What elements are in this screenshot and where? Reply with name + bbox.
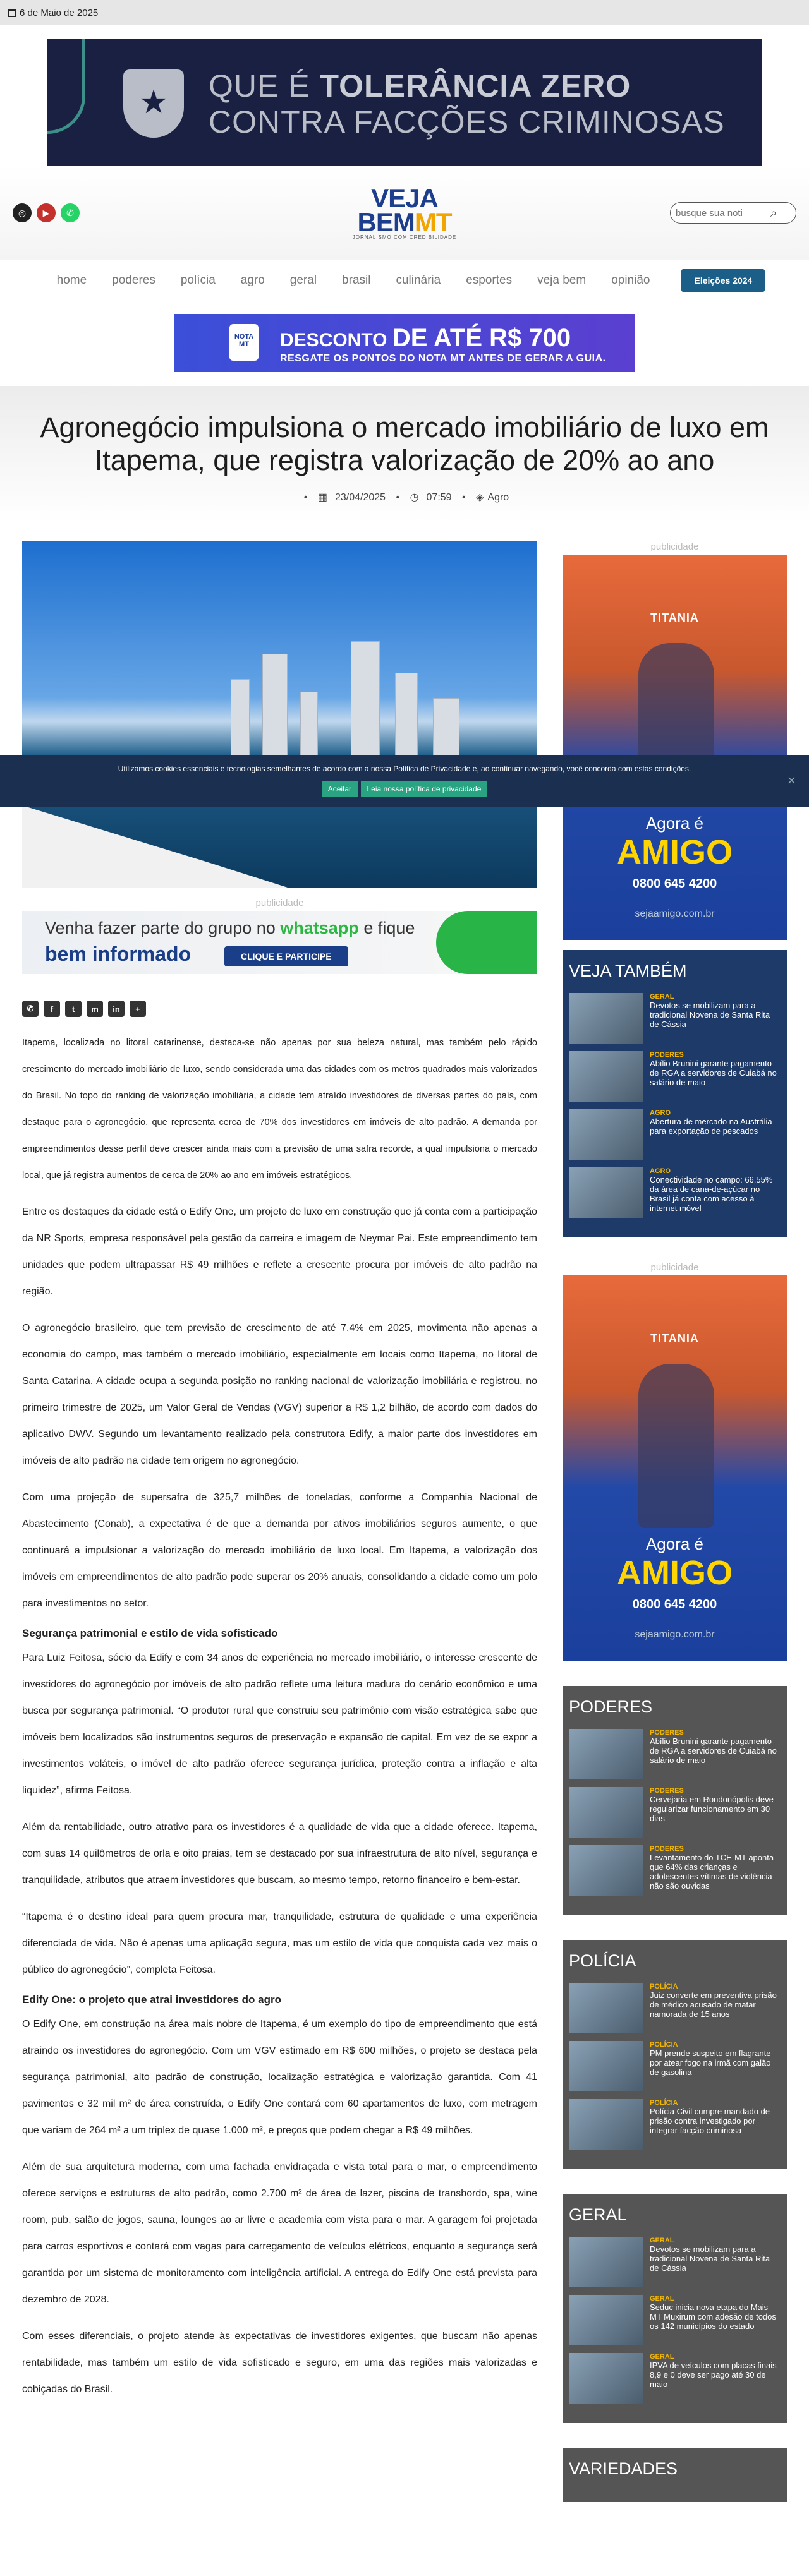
item-category: AGRO	[650, 1109, 671, 1117]
item-category: GERAL	[650, 2353, 674, 2361]
logo-tagline: JORNALISMO COM CREDIBILIDADE	[352, 234, 457, 240]
thumbnail	[569, 1167, 643, 1218]
article-paragraph: Com esses diferenciais, o projeto atende às expectativas de investidores exigentes, que buscam não apenas rentabilidade, mas também um estilo de vida sofisticado e seguro, em uma das regiões mais valorizadas e cobiçadas do Brasil.	[22, 2331, 537, 2395]
nav-geral[interactable]: geral	[289, 274, 317, 287]
ad-brand: TITANIA	[650, 1332, 699, 1345]
nav-policia[interactable]: polícia	[180, 274, 216, 287]
item-category: POLÍCIA	[650, 2099, 678, 2107]
widget-policia	[563, 1940, 787, 2169]
list-item[interactable]	[569, 1845, 781, 1896]
thumbnail	[569, 1787, 643, 1838]
site-logo[interactable]	[322, 183, 487, 240]
thumbnail	[569, 1109, 643, 1160]
item-title[interactable]: Devotos se mobilizam para a tradicional Novena de Santa Rita de Cássia	[650, 1001, 770, 1029]
widget-veja-tambem	[563, 950, 787, 1237]
widget-variedades	[563, 2448, 787, 2502]
nav-esportes[interactable]: esportes	[466, 274, 513, 287]
whatsapp-group-banner[interactable]	[22, 911, 537, 974]
article-paragraph: “Itapema é o destino ideal para quem procura mar, tranquilidade, estrutura de qualidade e uma experiência diferenciada de vida. Não é apenas uma aplicação segura, mas um estilo de vida que conquista cada vez mais o público do agronegócio”, completa Feitosa.	[22, 1911, 537, 1975]
cookie-accept-button[interactable]: Aceitar	[322, 781, 358, 797]
close-icon[interactable]: ✕	[786, 774, 796, 787]
facebook-share-icon[interactable]: f	[44, 1001, 60, 1017]
current-date: 6 de Maio de 2025	[20, 7, 99, 18]
share-buttons	[22, 1001, 537, 1017]
item-category: GERAL	[650, 2237, 674, 2244]
main-content	[0, 522, 809, 2527]
thumbnail	[569, 2353, 643, 2404]
item-category: PODERES	[650, 1845, 684, 1853]
widget-title: POLÍCIA	[569, 1951, 781, 1975]
nav-culinaria[interactable]: culinária	[396, 274, 441, 287]
thumbnail	[569, 2099, 643, 2150]
wa-cta-button[interactable]: CLIQUE E PARTICIPE	[224, 946, 348, 966]
widget-title: PODERES	[569, 1697, 781, 1721]
thumbnail	[569, 2295, 643, 2345]
widget-title: GERAL	[569, 2205, 781, 2229]
wa-line2: bem informado	[45, 942, 192, 965]
cookie-policy-button[interactable]: Leia nossa política de privacidade	[361, 781, 488, 797]
ad-agora: Agora é	[645, 1534, 704, 1553]
banner-decor	[47, 39, 85, 134]
ad-people	[638, 1364, 714, 1528]
article-subheading: Segurança patrimonial e estilo de vida sofisticado	[22, 1627, 278, 1639]
thumbnail	[569, 1983, 643, 2033]
banner-line1: QUE É TOLERÂNCIA ZERO	[209, 68, 631, 104]
item-title[interactable]: Cervejaria em Rondonópolis deve regularizar funcionamento em 30 dias	[650, 1795, 774, 1823]
item-title[interactable]: PM prende suspeito em flagrante por atear fogo na irmã com galão de gasolina	[650, 2049, 771, 2077]
logo-text-top: VEJA	[371, 183, 438, 213]
list-item[interactable]	[569, 2295, 781, 2345]
widget-title: VARIEDADES	[569, 2459, 781, 2483]
whatsapp-logo-icon	[436, 911, 537, 974]
article-date: 23/04/2025	[334, 492, 386, 503]
list-item[interactable]	[569, 2041, 781, 2091]
logo-text-bottom: BEMMT	[357, 207, 452, 237]
ad-site: sejaamigo.com.br	[635, 908, 715, 919]
ad-label: publicidade	[255, 898, 304, 908]
list-item[interactable]	[569, 993, 781, 1044]
meta-bullet: •	[396, 492, 400, 503]
article-meta	[0, 491, 809, 503]
article-paragraph: Além da rentabilidade, outro atrativo para os investidores é a qualidade de vida que a cidade oferece. Itapema, com suas 14 quilômetros de orla e oito praias, tem se destacado por sua infraestrutura de alto nível, segurança e tranquilidade, atributos que atraem investidores que buscam, ao mesmo tempo, retorno financeiro e bem-estar.	[22, 1822, 537, 1886]
thumbnail	[569, 2237, 643, 2287]
item-title[interactable]: Seduc inicia nova etapa do Mais MT Muxirum com adesão de todos os 142 municípios do estado	[650, 2302, 776, 2331]
list-item[interactable]	[569, 1051, 781, 1102]
list-item[interactable]	[569, 2237, 781, 2287]
wa-line1: Venha fazer parte do grupo no whatsapp e fique	[45, 918, 415, 937]
ad-label: publicidade	[650, 541, 699, 552]
article-paragraph: Além de sua arquitetura moderna, com uma fachada envidraçada e vista total para o mar, o empreendimento oferece serviços e estruturas de alto padrão, como 2.700 m² de área de lazer, piscina de transbordo, spa, wine room, pub, salão de jogos, sauna, lounges ao ar livre e academia com vista para o mar. A garagem foi projetada para carros esportivos e contará com vagas para carregamento de veículos elétricos, enquanto a segurança será garantida por um sistema de monitoramento com inteligência artificial. A entrega do Edify One está prevista para dezembro de 2028.	[22, 2162, 537, 2305]
nota-mt-banner-ad[interactable]	[174, 314, 635, 372]
social-links	[13, 203, 139, 222]
item-title[interactable]: IPVA de veículos com placas finais 8,9 e 0 deve ser pago até 30 de maio	[650, 2361, 777, 2389]
elections-button[interactable]: Eleições 2024	[681, 269, 765, 292]
thumbnail	[569, 1051, 643, 1102]
search-icon[interactable]: ⌕	[770, 206, 777, 219]
list-item[interactable]	[569, 2353, 781, 2404]
nota-banner-line1: DESCONTO DE ATÉ R$ 700	[280, 324, 571, 352]
twitter-share-icon[interactable]: t	[65, 1001, 82, 1017]
widget-geral	[563, 2194, 787, 2423]
widget-title: VEJA TAMBÉM	[569, 961, 781, 985]
whatsapp-share-icon[interactable]: ✆	[22, 1001, 39, 1017]
item-category: AGRO	[650, 1167, 671, 1175]
meta-bullet: •	[462, 492, 466, 503]
building	[262, 654, 288, 767]
item-category: PODERES	[650, 1729, 684, 1736]
list-item[interactable]	[569, 1109, 781, 1160]
clock-icon: ◷	[410, 492, 419, 503]
cookie-banner	[0, 755, 809, 807]
item-category: PODERES	[650, 1051, 684, 1059]
ad-phone: 0800 645 4200	[632, 877, 717, 891]
item-title[interactable]: Juiz converte em preventiva prisão de médico acusado de matar namorada de 15 anos	[650, 1990, 777, 2019]
sidebar	[563, 541, 787, 2527]
widget-poderes	[563, 1686, 787, 1915]
instagram-icon[interactable]: ◎	[13, 203, 32, 222]
item-title[interactable]: Devotos se mobilizam para a tradicional Novena de Santa Rita de Cássia	[650, 2244, 770, 2273]
article-paragraph: Entre os destaques da cidade está o Edify One, um projeto de luxo em construção que já conta com a participação da NR Sports, empresa responsável pela gestão da carreira e imagem de Neymar Pai. Este empreendimento tem unidades que podem ultrapassar R$ 49 milhões e reflete a crescente procura por imóveis de alto padrão na região.	[22, 1207, 537, 1297]
sidebar-ad[interactable]	[563, 1275, 787, 1661]
nota-mt-icon: NOTA MT	[229, 324, 259, 361]
ad-amigo: AMIGO	[617, 833, 733, 871]
building	[395, 673, 418, 767]
top-banner-ad[interactable]	[47, 39, 762, 166]
ad-label: publicidade	[650, 1262, 699, 1273]
article-time: 07:59	[426, 492, 452, 503]
nav-poderes[interactable]: poderes	[112, 274, 155, 287]
article-category[interactable]: Agro	[487, 492, 509, 503]
ad-brand: TITANIA	[650, 611, 699, 624]
sidebar-ad[interactable]	[563, 555, 787, 940]
site-header	[0, 166, 809, 260]
calendar-icon: ▦	[317, 492, 327, 503]
tag-icon: ◈	[476, 492, 484, 503]
thumbnail	[569, 993, 643, 1044]
item-category: GERAL	[650, 2295, 674, 2302]
list-item[interactable]	[569, 1983, 781, 2033]
linkedin-share-icon[interactable]: in	[108, 1001, 125, 1017]
calendar-icon	[8, 9, 16, 17]
search-box	[670, 202, 796, 224]
article-paragraph: O agronegócio brasileiro, que tem previsão de crescimento de até 7,4% em 2025, movimenta não apenas a economia do campo, mas também o mercado imobiliário, especialmente em locais como Itapema, no litoral de Santa Catarina. A cidade ocupa a segunda posição no ranking nacional de valorização imobiliária e registrou, no primeiro trimestre de 2025, um Valor Geral de Vendas (VGV) superior a R$ 1,2 bilhão, de acordo com dados do aplicativo DWV. Segundo um levantamento realizado pela construtora Edify, a maior parte dos investidores em imóveis de alto padrão na cidade tem origem no agronegócio.	[22, 1323, 537, 1466]
item-title[interactable]: Levantamento do TCE-MT aponta que 64% das crianças e adolescentes vítimas de violência não são ouvidas	[650, 1853, 774, 1891]
list-item[interactable]	[569, 1787, 781, 1838]
building	[231, 679, 250, 767]
item-title[interactable]: Conectividade no campo: 66,55% da área de cana-de-açúcar no Brasil já conta com acesso à internet móvel	[650, 1175, 773, 1213]
nav-veja-bem[interactable]: veja bem	[537, 274, 587, 287]
nav-opiniao[interactable]: opinião	[611, 274, 650, 287]
article-title: Agronegócio impulsiona o mercado imobiliário de luxo em Itapema, que registra valorização de 20% ao ano	[40, 411, 769, 476]
article-paragraph: O Edify One, em construção na área mais nobre de Itapema, é um exemplo do tipo de empreendimento que está atraindo os investidores do agronegócio. Com um VGV estimado em R$ 600 milhões, o projeto se destaca pela segurança patrimonial, alto padrão de construção, localização estratégica e valorização garantida. Com 41 pavimentos e 32 mil m² de área construída, o Edify One contará com 60 apartamentos de luxo, com metragem que variam de 264 m² a um triplex de quase 1.000 m², e preços que podem chegar a R$ 49 milhões.	[22, 2019, 537, 2136]
ad-amigo: AMIGO	[617, 1554, 733, 1592]
nota-banner-line2: RESGATE OS PONTOS DO NOTA MT ANTES DE GERAR A GUIA.	[280, 353, 606, 364]
building	[351, 641, 380, 767]
article-photo	[22, 541, 537, 888]
nav-home[interactable]: home	[56, 274, 87, 287]
ad-site: sejaamigo.com.br	[635, 1629, 715, 1640]
thumbnail	[569, 2041, 643, 2091]
thumbnail	[569, 1729, 643, 1779]
item-category: PODERES	[650, 1787, 684, 1795]
banner-line2: CONTRA FACÇÕES CRIMINOSAS	[209, 104, 725, 140]
item-title[interactable]: Abílio Brunini garante pagamento de RGA a servidores de Cuiabá no salário de maio	[650, 1059, 777, 1087]
list-item[interactable]	[569, 2099, 781, 2150]
ad-phone: 0800 645 4200	[632, 1598, 717, 1611]
more-share-icon[interactable]: +	[130, 1001, 146, 1017]
meta-bullet: •	[303, 492, 308, 503]
item-category: GERAL	[650, 993, 674, 1001]
article-header	[0, 386, 809, 522]
list-item[interactable]	[569, 1167, 781, 1218]
police-badge-icon	[123, 69, 184, 138]
article-paragraph: Itapema, localizada no litoral catarinense, destaca-se não apenas por sua beleza natural, mas também pelo rápido crescimento do mercado imobiliário de luxo, sendo considerada uma das cidades com os metros quadrados mais valorizados do Brasil. No topo do ranking de valorização imobiliária, a cidade tem atraído investidores de diversas partes do país, com destaque para o agronegócio, que representa cerca de 70% dos investidores em imóveis de alto padrão. A demanda por empreendimentos desse perfil deve crescer ainda mais com a previsão de uma safra recorde, a qual impulsiona o mercado local, que já registra aumentos de cerca de 20% ao ano em imóveis estratégicos.	[22, 1038, 537, 1181]
youtube-icon[interactable]: ▶	[37, 203, 56, 222]
top-bar	[0, 0, 809, 25]
list-item[interactable]	[569, 1729, 781, 1779]
main-nav	[0, 260, 809, 301]
ad-agora: Agora é	[645, 814, 704, 833]
search-input[interactable]	[676, 208, 770, 219]
article-paragraph: Com uma projeção de supersafra de 325,7 milhões de toneladas, conforme a Companhia Nacional de Abastecimento (Conab), a expectativa é de que a demanda por ativos imobiliários seguros aumente, o que continuará a impulsionar a valorização do mercado imobiliário de luxo local. Em Itapema, a valorização dos imóveis em empreendimentos de alto padrão pode superar os 20% anuais, consolidando a cidade como um polo para investimentos no setor.	[22, 1492, 537, 1609]
nav-agro[interactable]: agro	[240, 274, 265, 287]
item-category: POLÍCIA	[650, 1983, 678, 1990]
article-paragraph: Para Luiz Feitosa, sócio da Edify e com 34 anos de experiência no mercado imobiliário, o interesse crescente de investidores do agronegócio por imóveis de alto padrão reflete uma leitura madura do cenário econômico e uma busca por segurança patrimonial. “O produtor rural que construiu seu patrimônio com visão estratégica sabe que imóveis bem localizados são instrumentos seguros de preservação e expansão de capital. Em vez de se expor a investimentos voláteis, o imóvel de alto padrão oferece segurança jurídica, proteção contra a inflação e alta liquidez”, afirma Feitosa.	[22, 1652, 537, 1796]
item-title[interactable]: Polícia Civil cumpre mandado de prisão contra investigado por integrar facção criminosa	[650, 2107, 770, 2135]
thumbnail	[569, 1845, 643, 1896]
article-body	[22, 541, 537, 2527]
cookie-text: Utilizamos cookies essenciais e tecnologias semelhantes de acordo com a nossa Política de Privacidade e, ao continuar navegando, você concorda com estas condições.	[118, 764, 691, 773]
whatsapp-icon[interactable]: ✆	[61, 203, 80, 222]
item-title[interactable]: Abílio Brunini garante pagamento de RGA a servidores de Cuiabá no salário de maio	[650, 1736, 777, 1765]
item-title[interactable]: Abertura de mercado na Austrália para exportação de pescados	[650, 1117, 772, 1136]
article-subheading: Edify One: o projeto que atrai investidores do agro	[22, 1994, 281, 2006]
messenger-share-icon[interactable]: m	[87, 1001, 103, 1017]
item-category: POLÍCIA	[650, 2041, 678, 2049]
nav-brasil[interactable]: brasil	[342, 274, 371, 287]
